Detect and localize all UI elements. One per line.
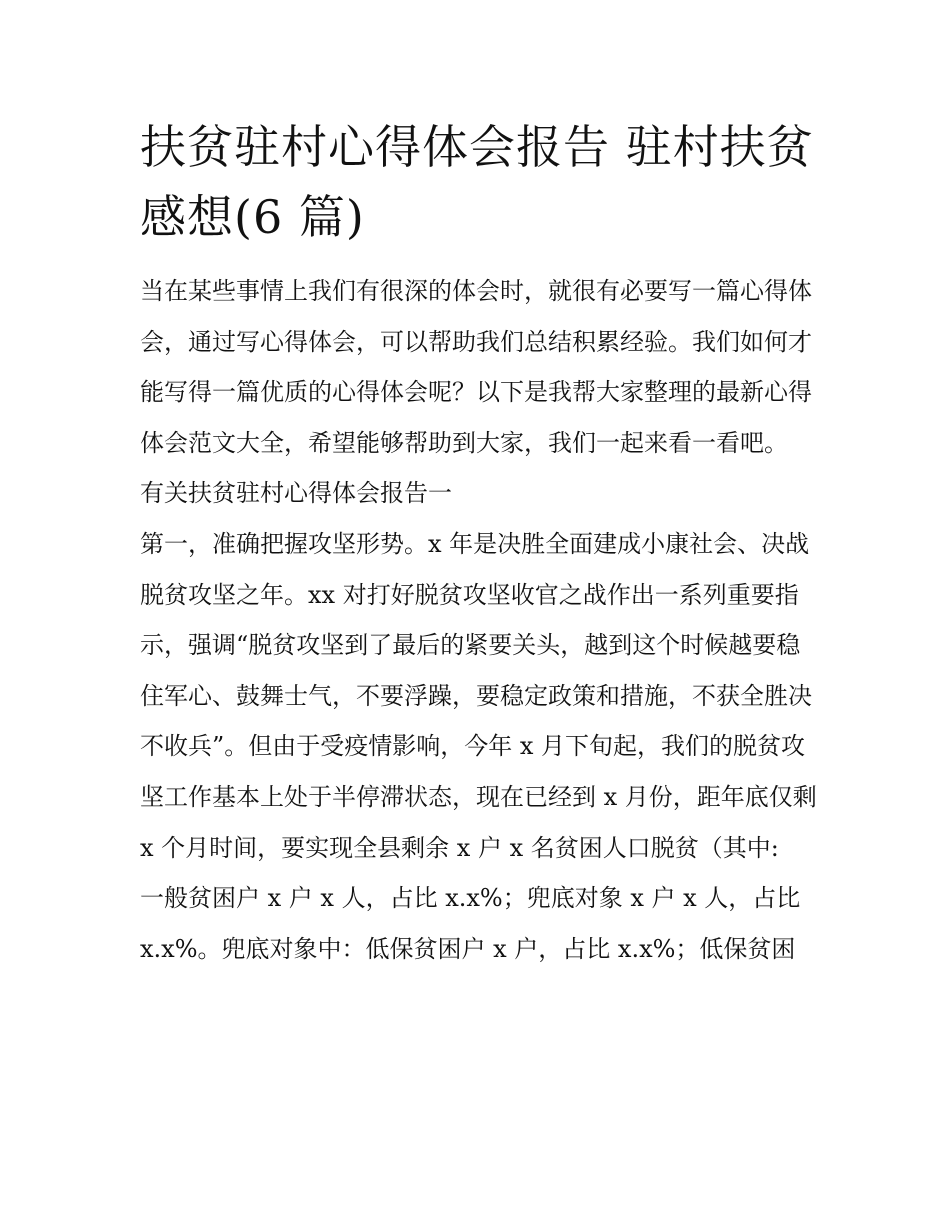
intro-paragraph: 当在某些事情上我们有很深的体会时，就很有必要写一篇心得体会，通过写心得体会，可以帮助我们总结积累经验。我们如何才能写得一篇优质的心得体会呢？以下是我帮大家整理的最新心得体会范文大全，希望能够帮助到大家，我们一起来看一看吧。 <box>140 277 812 457</box>
body-paragraph-2: 一般贫困户 x 户 x 人，占比 x.x%；兜底对象 x 户 x 人，占比 x.x%。兜底对象中：低保贫困户 x 户，占比 x.x%；低保贫困 <box>140 884 801 963</box>
document-content <box>140 112 820 974</box>
section-heading: 有关扶贫驻村心得体会报告一 <box>140 479 452 508</box>
document-title: 扶贫驻村心得体会报告 驻村扶贫感想(6 篇) <box>140 120 814 244</box>
body-paragraph-1: 第一，准确把握攻坚形势。x 年是决胜全面建成小康社会、决战脱贫攻坚之年。xx 对打好脱贫攻坚收官之战作出一系列重要指示，强调“脱贫攻坚到了最后的紧要关头，越到这个时候越要稳住军心、鼓舞士气，不要浮躁，要稳定政策和措施，不获全胜决不收兵”。但由于受疫情影响，今年 x 月下旬起，我们的脱贫攻坚工作基本上处于半停滞状态，现在已经到 x 月份，距年底仅剩 x 个月时间，要实现全县剩余 x 户 x 名贫困人口脱贫（其中: <box>140 529 817 862</box>
